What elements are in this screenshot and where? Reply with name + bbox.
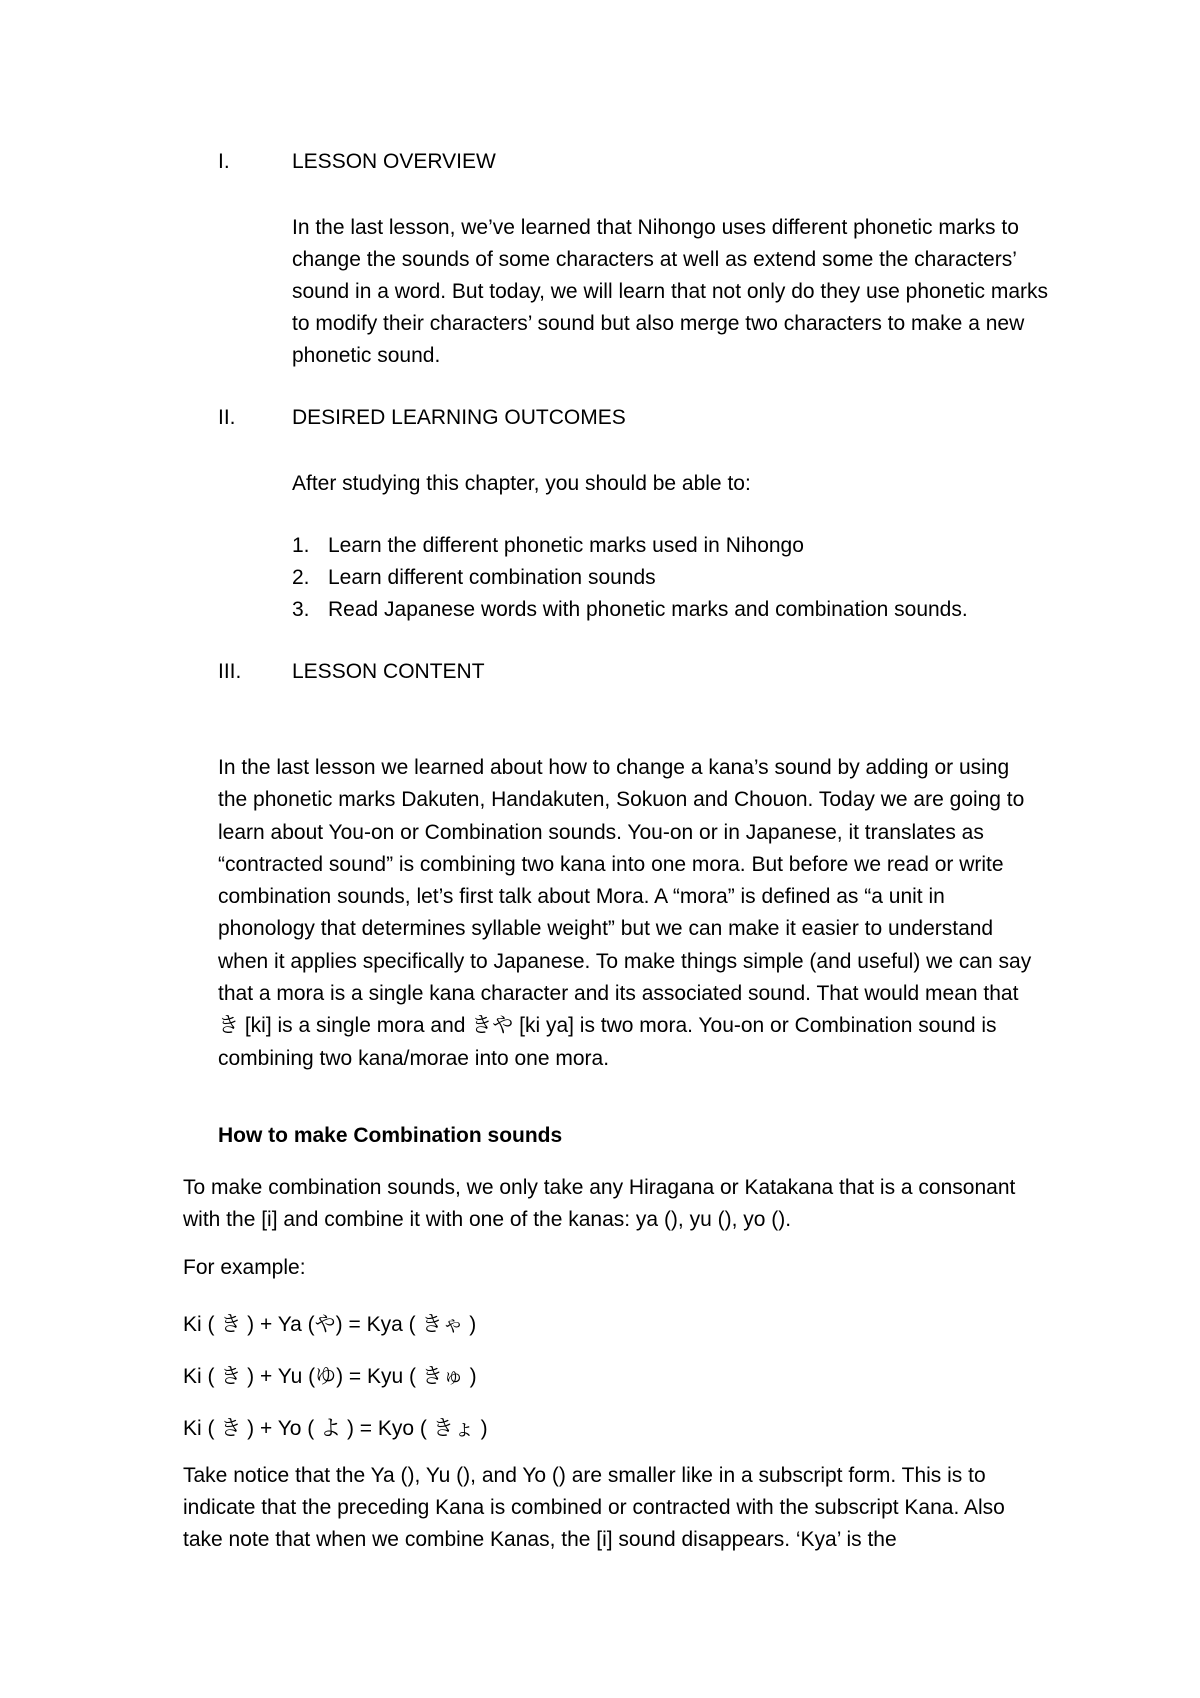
section-number: I. (218, 150, 230, 173)
howto-heading: How to make Combination sounds (218, 1124, 563, 1147)
example-line: Ki ( き ) + Ya (や) = Kya ( きゃ ) (183, 1313, 477, 1336)
content-intro-paragraph: In the last lesson we learned about how to change a kana’s sound by adding or using the phonetic marks Dakuten, Handakuten, Sokuon and Chouon. Today we are going to learn about You-on or Combination sounds. You-on or in Japanese, it translates as “contracted sound” is combining two kana into one mora. But before we read or write combination sounds, let’s first talk about Mora. A “mora” is defined as “a unit in phonology that determines syllable weight” but we can make it easier to understand when it applies specifically to Japanese. To make things simple (and useful) we can say that a mora is a single kana character and its associated sound. That would mean that き [ki] is a single mora and きや [ki ya] is two mora. You-on or Combination sound is combining two kana/morae into one mora. (218, 756, 1032, 1070)
section-number: II. (218, 406, 236, 429)
for-example-label: For example: (183, 1256, 306, 1279)
section-title: LESSON CONTENT (292, 660, 485, 683)
example-line: Ki ( き ) + Yu (ゆ) = Kyu ( きゅ ) (183, 1365, 477, 1388)
example-line: Ki ( き ) + Yo ( よ ) = Kyo ( きょ ) (183, 1417, 488, 1440)
section-title: LESSON OVERVIEW (292, 150, 496, 173)
notice-paragraph: Take notice that the Ya (), Yu (), and Yo () are smaller like in a subscript form. This is to indicate that the preceding Kana is combined or contracted with the subscript Kana. Also take note that when we combine Kanas, the [i] sound disappears. ‘Kya’ is the (183, 1464, 1005, 1551)
outcomes-list (292, 530, 1052, 626)
list-text: Learn the different phonetic marks used in Nihongo (328, 534, 804, 557)
list-number: 3. (292, 598, 310, 621)
section-title: DESIRED LEARNING OUTCOMES (292, 406, 626, 429)
list-number: 2. (292, 566, 310, 589)
list-number: 1. (292, 534, 310, 557)
overview-paragraph: In the last lesson, we’ve learned that Nihongo uses different phonetic marks to change the sounds of some characters at well as extend some the characters’ sound in a word. But today, we will learn that not only do they use phonetic marks to modify their characters’ sound but also merge two characters to make a new phonetic sound. (292, 216, 1049, 367)
list-item (292, 594, 1052, 626)
list-item (292, 530, 1052, 562)
list-text: Read Japanese words with phonetic marks and combination sounds. (328, 598, 968, 621)
list-item (292, 562, 1052, 594)
list-text: Learn different combination sounds (328, 566, 656, 589)
section-number: III. (218, 660, 242, 683)
combine-paragraph: To make combination sounds, we only take any Hiragana or Katakana that is a consonant with the [i] and combine it with one of the kanas: ya (), yu (), yo (). (183, 1176, 1016, 1231)
outcomes-intro: After studying this chapter, you should be able to: (292, 472, 751, 495)
